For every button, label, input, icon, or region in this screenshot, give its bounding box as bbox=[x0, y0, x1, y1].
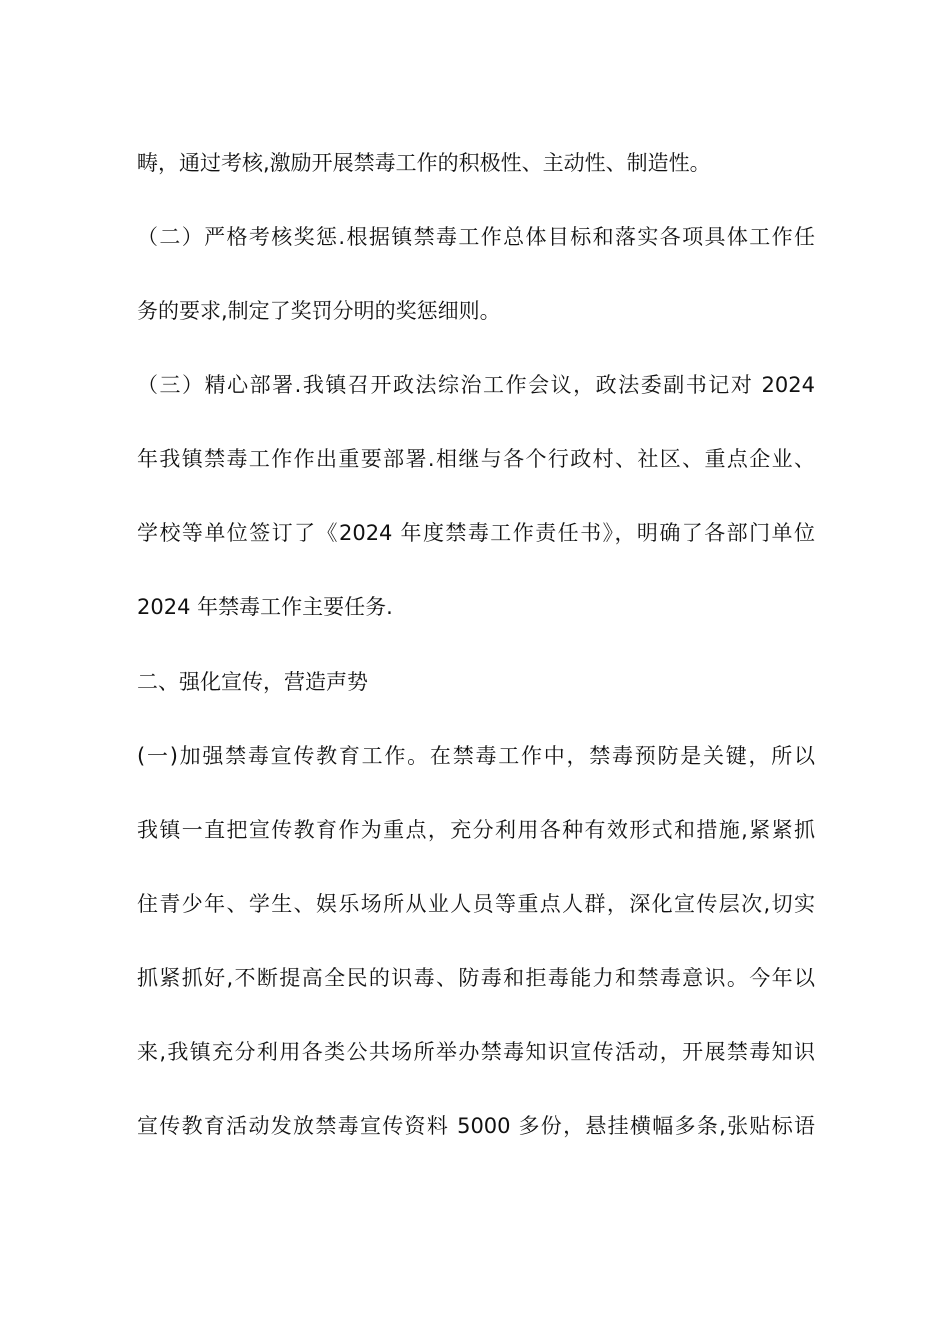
text-line: 学校等单位签订了《2024 年度禁毒工作责任书》，明确了各部门单位 bbox=[137, 521, 815, 545]
text-line: （三）精心部署.我镇召开政法综治工作会议，政法委副书记对 2024 bbox=[137, 373, 815, 397]
text-line: 宣传教育活动发放禁毒宣传资料 5000 多份，悬挂横幅多条,张贴标语 bbox=[137, 1114, 815, 1138]
text-line: 务的要求,制定了奖罚分明的奖惩细则。 bbox=[137, 299, 501, 323]
text-line: 我镇一直把宣传教育作为重点，充分利用各种有效形式和措施,紧紧抓 bbox=[137, 818, 815, 842]
text-line: 住青少年、学生、娱乐场所从业人员等重点人群，深化宣传层次,切实 bbox=[137, 892, 815, 916]
section-heading: 二、强化宣传，营造声势 bbox=[137, 670, 368, 694]
text-line: (一)加强禁毒宣传教育工作。在禁毒工作中，禁毒预防是关键，所以 bbox=[137, 744, 815, 768]
text-line: 畴，通过考核,激励开展禁毒工作的积极性、主动性、制造性。 bbox=[137, 151, 711, 175]
text-line: 年我镇禁毒工作作出重要部署.相继与各个行政村、社区、重点企业、 bbox=[137, 447, 815, 471]
text-line: 来,我镇充分利用各类公共场所举办禁毒知识宣传活动，开展禁毒知识 bbox=[137, 1040, 815, 1064]
text-line: 2024 年禁毒工作主要任务. bbox=[137, 595, 393, 619]
text-line: （二）严格考核奖惩.根据镇禁毒工作总体目标和落实各项具体工作任 bbox=[137, 225, 815, 249]
text-line: 抓紧抓好,不断提高全民的识毒、防毒和拒毒能力和禁毒意识。今年以 bbox=[137, 966, 815, 990]
